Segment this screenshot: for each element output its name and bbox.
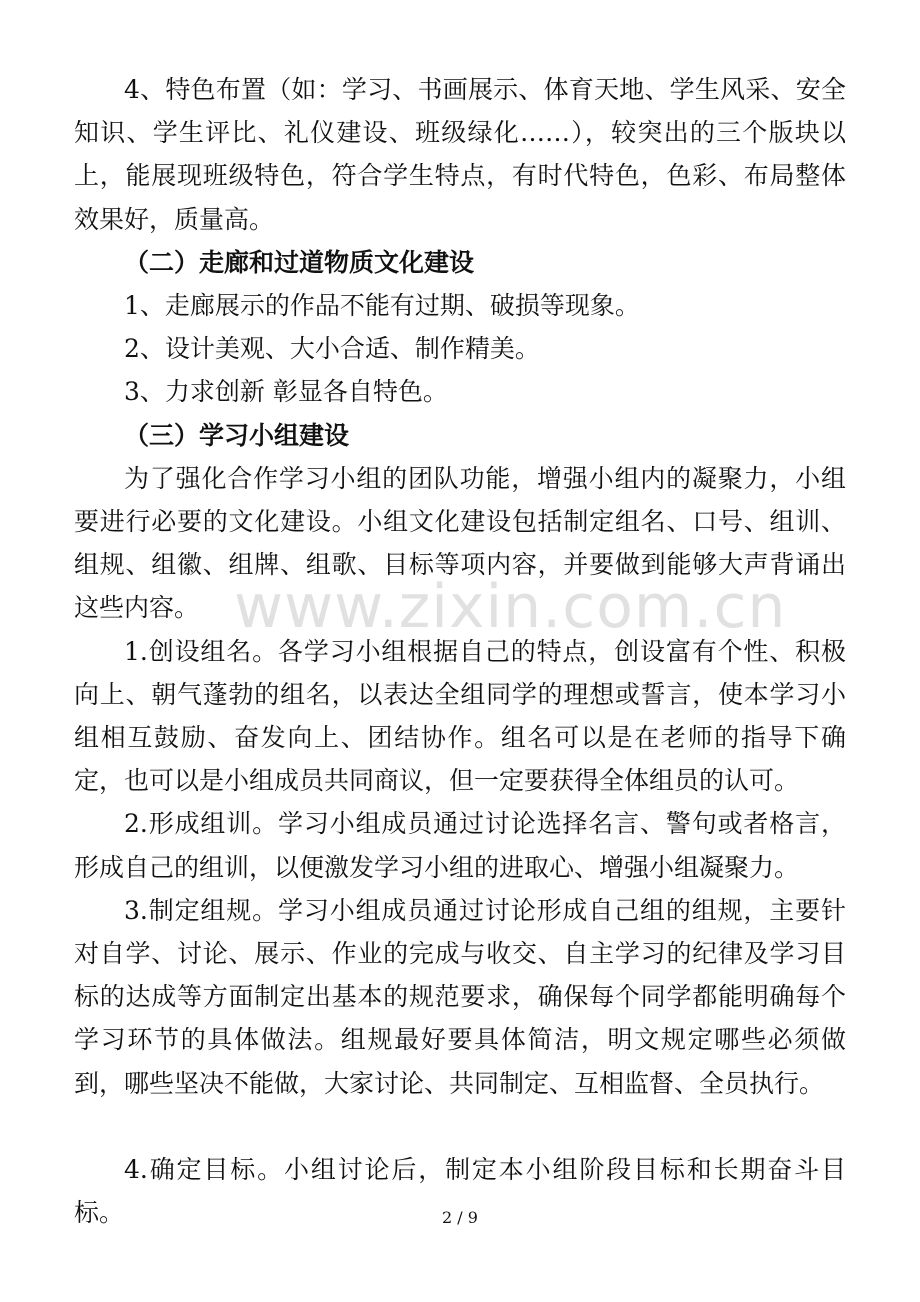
paragraph-corridor-item-3: 3、力求创新 彰显各自特色。: [124, 377, 448, 407]
section-heading-study-groups: （三）学习小组建设: [124, 420, 350, 450]
paragraph-group-goals: 4.确定目标。小组讨论后，制定本小组阶段目标和长期奋斗目标。: [74, 1154, 846, 1228]
document-body: [74, 68, 846, 1234]
paragraph-group-name: 1.创设组名。各学习小组根据自己的特点，创设富有个性、积极向上、朝气蓬勃的组名，以表达全组同学的理想或誓言，使本学习小组相互鼓励、奋发向上、团结协作。组名可以是在老师的指导下确定，也可以是小组成员共同商议，但一定要获得全体组员的认可。: [74, 636, 846, 796]
section-heading-corridor: （二）走廊和过道物质文化建设: [124, 247, 475, 277]
paragraph-corridor-item-2: 2、设计美观、大小合适、制作精美。: [124, 334, 540, 364]
paragraph-display-layout: 4、特色布置（如：学习、书画展示、体育天地、学生风采、安全知识、学生评比、礼仪建设、班级绿化……），较突出的三个版块以上，能展现班级特色，符合学生特点，有时代特色，色彩、布局整体效果好，质量高。: [74, 75, 846, 234]
watermark: www.zixin.com.cn: [234, 572, 787, 642]
paragraph-group-motto: 2.形成组训。学习小组成员通过讨论选择名言、警句或者格言，形成自己的组训，以便激发学习小组的进取心、增强小组凝聚力。: [74, 809, 846, 882]
page-number: 2 / 9: [442, 1208, 478, 1227]
paragraph-spacer: [74, 1105, 846, 1148]
paragraph-group-intro: 为了强化合作学习小组的团队功能，增强小组内的凝聚力，小组要进行必要的文化建设。小组文化建设包括制定组名、口号、组训、组规、组徽、组牌、组歌、目标等项内容，并要做到能够大声背诵出这些内容。: [74, 463, 846, 623]
paragraph-group-rules: 3.制定组规。学习小组成员通过讨论形成自己组的组规，主要针对自学、讨论、展示、作业的完成与收交、自主学习的纪律及学习目标的达成等方面制定出基本的规范要求，确保每个同学都能明确每个学习环节的具体做法。组规最好要具体简洁，明文规定哪些必须做到，哪些坚决不能做，大家讨论、共同制定、互相监督、全员执行。: [74, 895, 846, 1098]
paragraph-corridor-item-1: 1、走廊展示的作品不能有过期、破损等现象。: [124, 291, 640, 321]
